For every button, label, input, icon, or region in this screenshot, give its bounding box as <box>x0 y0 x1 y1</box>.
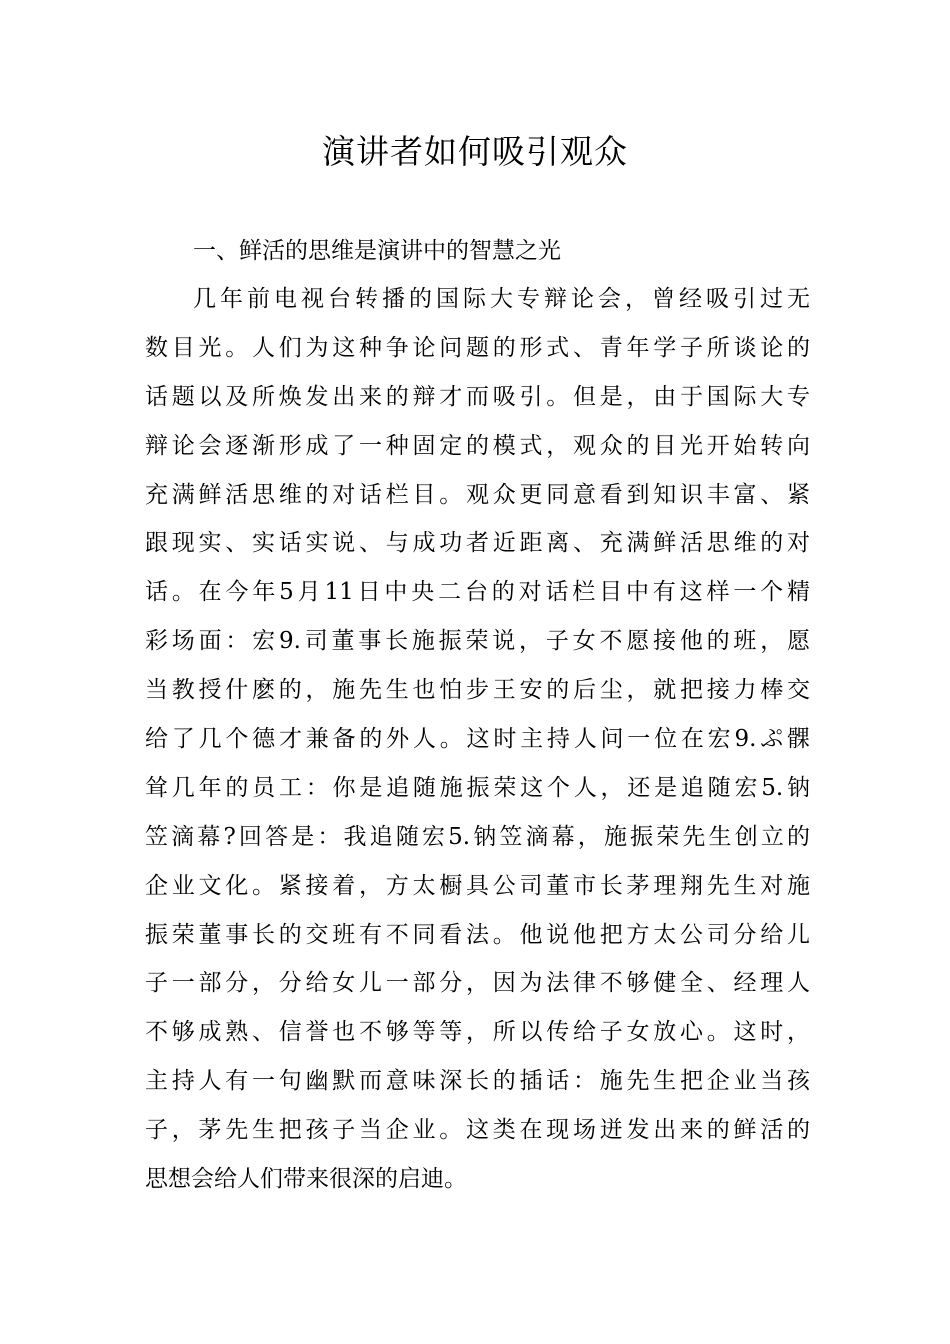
paragraph-line: 当教授什麽的，施先生也怕步王安的后尘，就把接力棒交 <box>145 677 810 704</box>
paragraph-line: 辩论会逐渐形成了一种固定的模式，观众的目光开始转向 <box>145 432 810 459</box>
paragraph-line: 话。在今年5月11日中央二台的对话栏目中有这样一个精 <box>145 579 810 606</box>
paragraph-line: 彩场面：宏9.司董事长施振荣说，子女不愿接他的班，愿 <box>145 628 810 655</box>
section-heading: 一、鲜活的思维是演讲中的智慧之光 <box>193 238 561 264</box>
paragraph-line: 主持人有一句幽默而意味深长的插话：施先生把企业当孩 <box>145 1068 810 1095</box>
paragraph-line: 不够成熟、信誉也不够等等，所以传给子女放心。这时， <box>145 1019 810 1046</box>
paragraph-line: 给了几个德才兼备的外人。这时主持人问一位在宏9.ぷ髁 <box>145 726 810 753</box>
paragraph-line: 企业文化。紧接着，方太橱具公司董市长茅理翔先生对施 <box>145 872 810 899</box>
document-title: 演讲者如何吸引观众 <box>322 132 628 171</box>
paragraph-line: 笠滴幕?回答是：我追随宏5.钠笠滴幕，施振荣先生创立的 <box>145 823 810 850</box>
paragraph-line: 话题以及所焕发出来的辩才而吸引。但是，由于国际大专 <box>145 383 810 410</box>
paragraph-line: 子一部分，分给女儿一部分，因为法律不够健全、经理人 <box>145 970 810 997</box>
paragraph-line: 充满鲜活思维的对话栏目。观众更同意看到知识丰富、紧 <box>145 481 810 508</box>
paragraph-line: 子，茅先生把孩子当企业。这类在现场迸发出来的鲜活的 <box>145 1117 810 1144</box>
paragraph-line: 耸几年的员工：你是追随施振荣这个人，还是追随宏5.钠 <box>145 774 810 801</box>
paragraph-line: 思想会给人们带来很深的启迪。 <box>145 1166 467 1193</box>
paragraph-line: 振荣董事长的交班有不同看法。他说他把方太公司分给儿 <box>145 921 810 948</box>
body-paragraph <box>145 275 810 1204</box>
paragraph-line: 跟现实、实话实说、与成功者近距离、充满鲜活思维的对 <box>145 530 810 557</box>
paragraph-line: 几年前电视台转播的国际大专辩论会，曾经吸引过无 <box>193 286 810 312</box>
paragraph-line: 数目光。人们为这种争论问题的形式、青年学子所谈论的 <box>145 334 810 361</box>
